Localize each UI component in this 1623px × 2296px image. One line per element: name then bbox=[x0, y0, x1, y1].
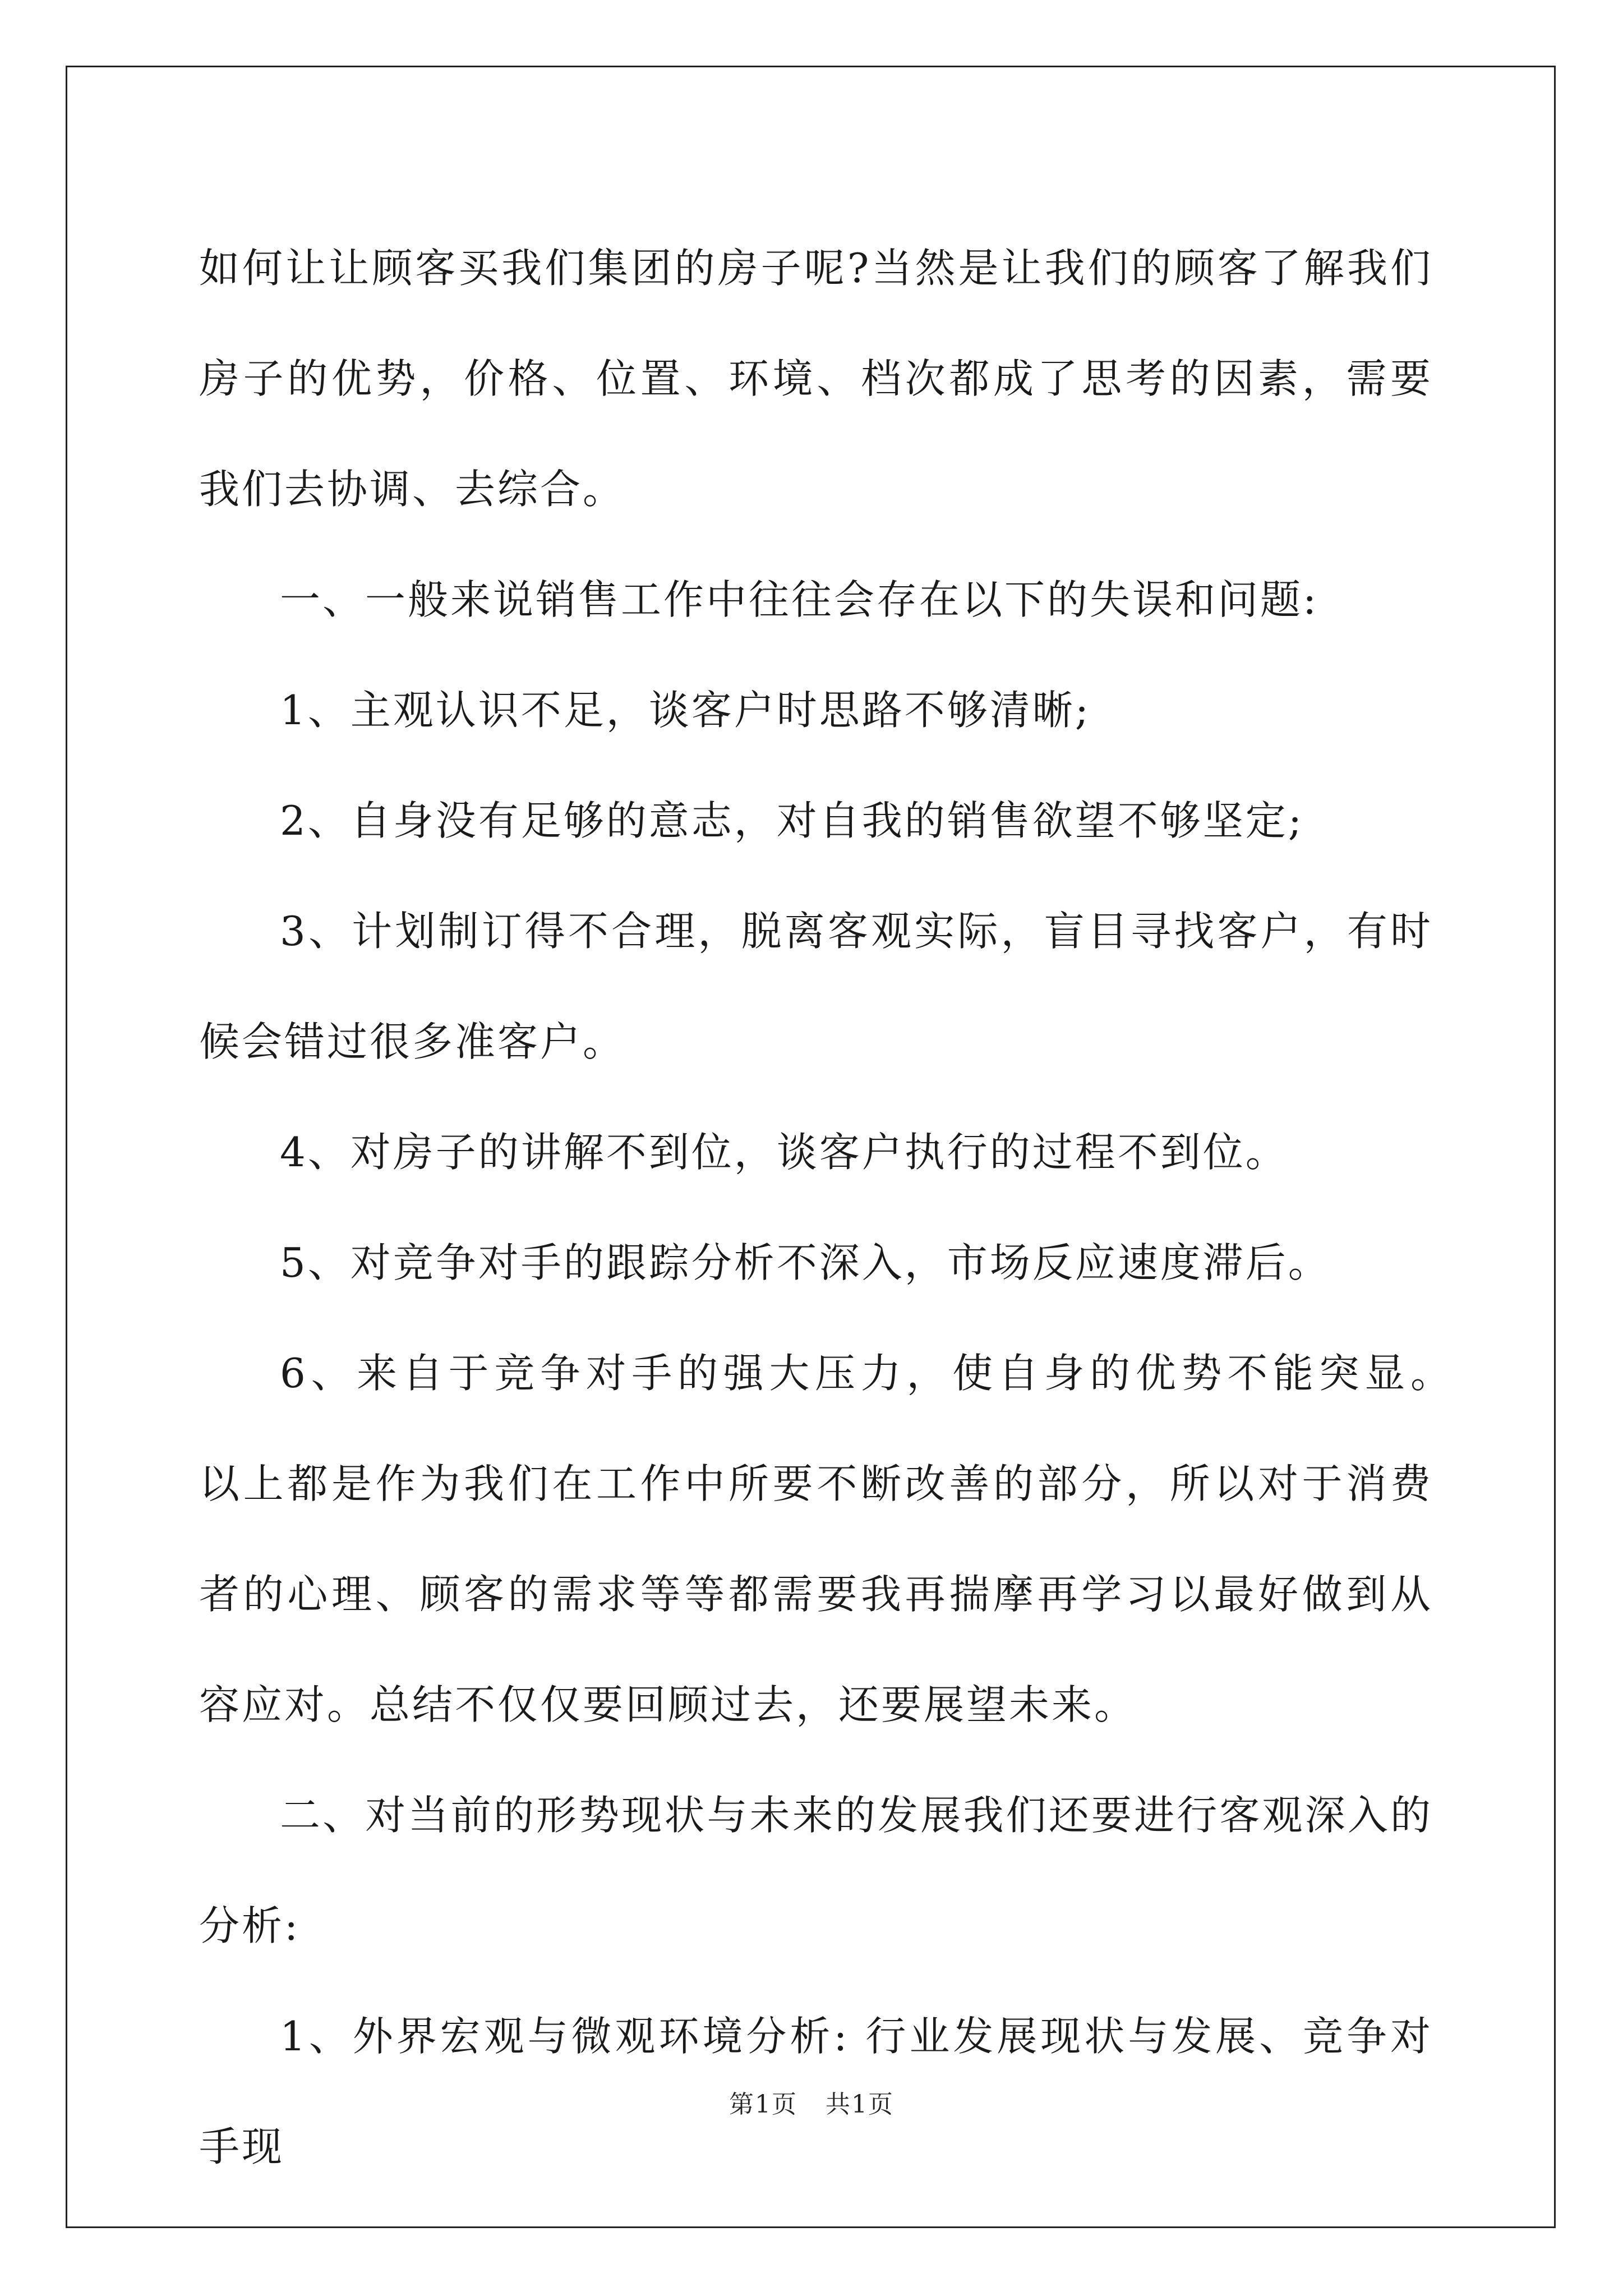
document-body bbox=[199, 213, 1519, 2202]
paragraph-item-6: 6、来自于竞争对手的强大压力，使自身的优势不能突显。 以上都是作为我们在工作中所要不断改善的部分，所以对于消费者的心理、顾客的需求等等都需要我再揣摩再学习以最好做到从容应对。总结不仅仅要回顾过去，还要展望未来。 bbox=[199, 1350, 1519, 1728]
paragraph-section-two-heading: 二、对当前的形势现状与未来的发展我们还要进行客观深入的分析: bbox=[199, 1792, 1433, 1949]
paragraph-section-two-item-1: 1、外界宏观与微观环境分析: 行业发展现状与发展、竞争对手现 bbox=[199, 2013, 1433, 2170]
paragraph-intro: 如何让让顾客买我们集团的房子呢?当然是让我们的顾客了解我们房子的优势，价格、位置、环境、档次都成了思考的因素，需要我们去协调、去综合。 bbox=[199, 245, 1433, 513]
paragraph-item-1: 1、主观认识不足，谈客户时思路不够清晰; bbox=[280, 687, 1091, 734]
page-number: 第1页 bbox=[729, 2090, 797, 2119]
paragraph-item-3: 3、计划制订得不合理，脱离客观实际，盲目寻找客户，有时候会错过很多准客户。 bbox=[199, 908, 1433, 1065]
paragraph-item-4: 4、对房子的讲解不到位，谈客户执行的过程不到位。 bbox=[280, 1129, 1288, 1176]
page-total: 共1页 bbox=[826, 2090, 894, 2119]
paragraph-item-2: 2、自身没有足够的意志，对自我的销售欲望不够坚定; bbox=[280, 797, 1304, 844]
paragraph-section-one-heading: 一、一般来说销售工作中往往会存在以下的失误和问题: bbox=[280, 576, 1319, 623]
paragraph-item-5: 5、对竞争对手的跟踪分析不深入，市场反应速度滞后。 bbox=[280, 1239, 1331, 1286]
page-footer bbox=[0, 2084, 1623, 2120]
